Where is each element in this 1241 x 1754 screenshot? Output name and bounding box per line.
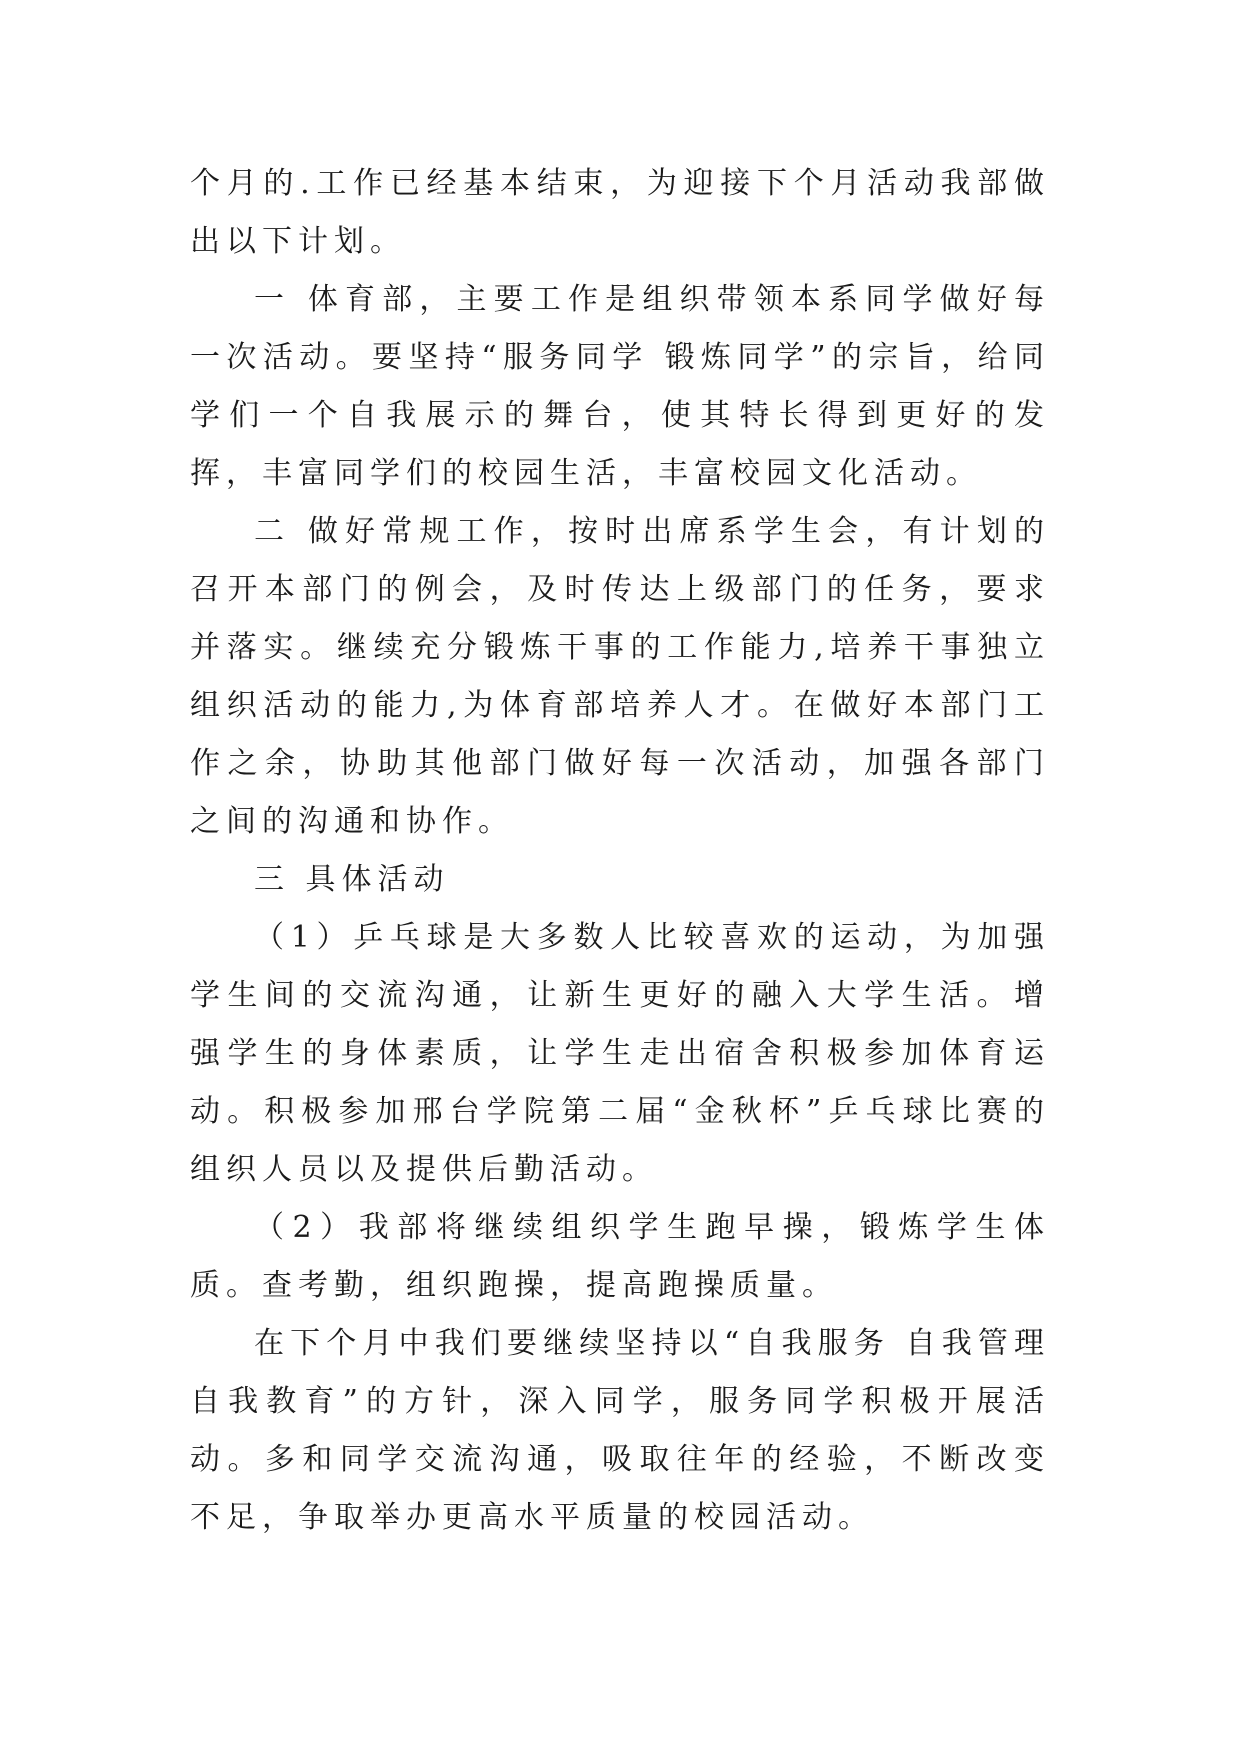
paragraph-item-two: （2）我部将继续组织学生跑早操，锻炼学生体质。查考勤，组织跑操，提高跑操质量。 [190,1210,1050,1303]
paragraph-section-two: 二 做好常规工作，按时出席系学生会，有计划的召开本部门的例会，及时传达上级部门的任务，要求并落实。继续充分锻炼干事的工作能力,培养干事独立组织活动的能力,为体育部培养人才。在做好本部门工作之余，协助其他部门做好每一次活动，加强各部门之间的沟通和协作。 [190,514,1050,839]
paragraph-section-one: 一 体育部，主要工作是组织带领本系同学做好每一次活动。要坚持“服务同学 锻炼同学”的宗旨，给同学们一个自我展示的舞台，使其特长得到更好的发挥，丰富同学们的校园生活，丰富校园文化活动。 [190,282,1050,491]
document-body [190,155,1066,1547]
paragraph-conclusion: 在下个月中我们要继续坚持以“自我服务 自我管理 自我教育”的方针，深入同学，服务同学积极开展活动。多和同学交流沟通，吸取往年的经验，不断改变不足，争取举办更高水平质量的校园活动。 [190,1326,1066,1535]
paragraph-section-three-heading: 三 具体活动 [254,862,450,897]
paragraph-item-one: （1）乒乓球是大多数人比较喜欢的运动，为加强学生间的交流沟通，让新生更好的融入大学生活。增强学生的身体素质，让学生走出宿舍积极参加体育运动。积极参加邢台学院第二届“金秋杯”乒乓球比赛的组织人员以及提供后勤活动。 [190,920,1050,1187]
paragraph-intro: 个月的.工作已经基本结束，为迎接下个月活动我部做出以下计划。 [190,166,1050,259]
